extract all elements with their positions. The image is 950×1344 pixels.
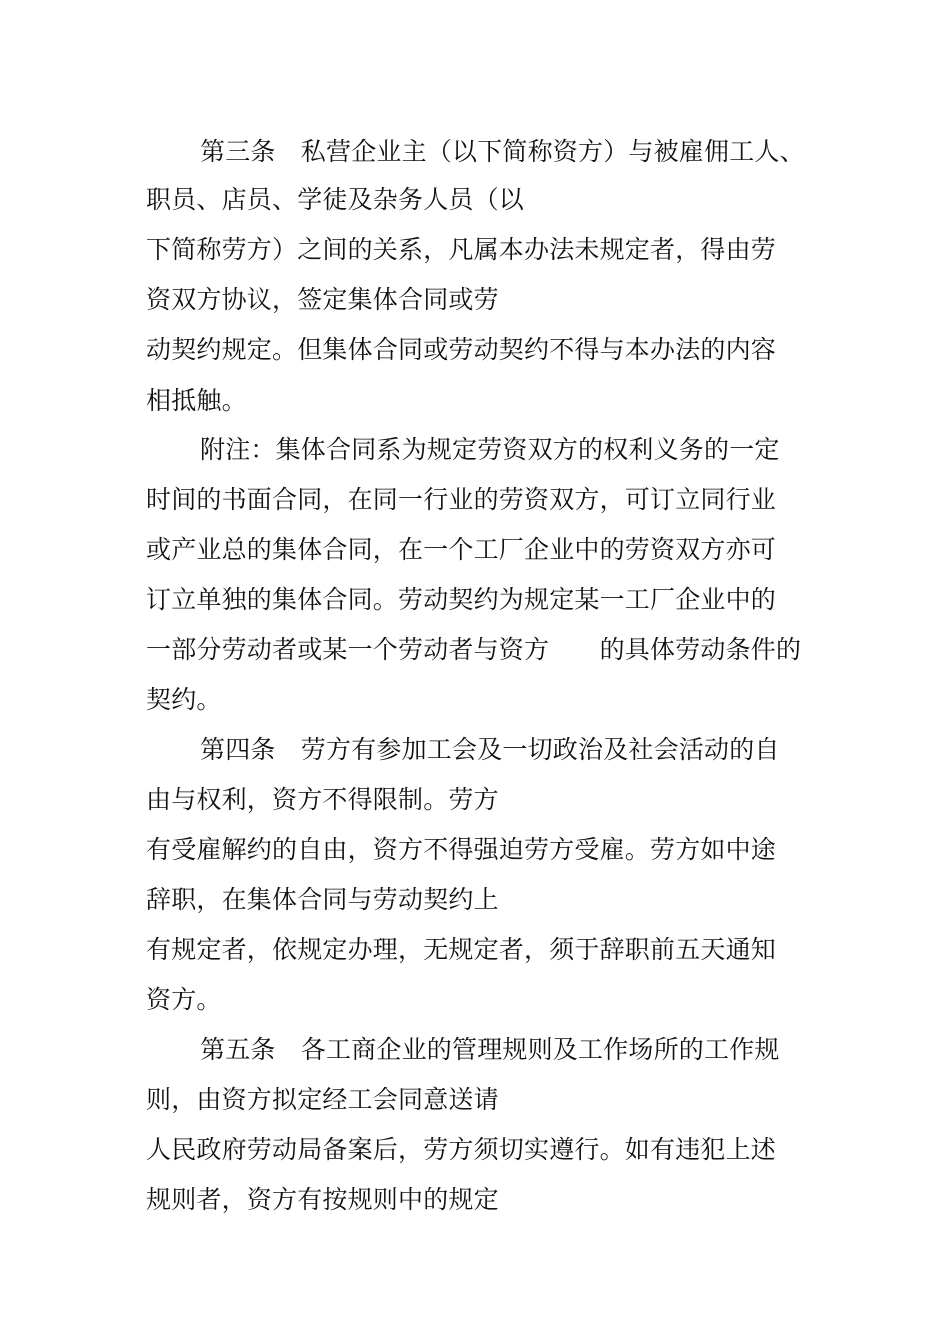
article-5-line-1: 第五条 各工商企业的管理规则及工作场所的工作规 [200,1035,780,1064]
article-4-line-2: 由与权利，资方不得限制。劳方 [146,785,499,814]
article-3-line-6: 相抵触。 [146,386,247,415]
article-5-line-4: 规则者，资方有按规则中的规定 [146,1185,499,1214]
article-4-line-4: 辞职，在集体合同与劳动契约上 [146,885,499,914]
note-line-6: 契约。 [146,685,222,714]
article-5-line-3: 人民政府劳动局备案后，劳方须切实遵行。如有违犯上述 [146,1135,777,1164]
note-line-5: 一部分劳动者或某一个劳动者与资方 的具体劳动条件的 [146,635,802,664]
article-4-line-5: 有规定者，依规定办理，无规定者，须于辞职前五天通知 [146,935,777,964]
article-3-line-4: 资双方协议，签定集体合同或劳 [146,285,499,314]
article-4-line-6: 资方。 [146,985,222,1014]
article-5-line-2: 则，由资方拟定经工会同意送请 [146,1085,499,1114]
note-line-3: 或产业总的集体合同，在一个工厂企业中的劳资双方亦可 [146,535,777,564]
article-4-line-3: 有受雇解约的自由，资方不得强迫劳方受雇。劳方如中途 [146,835,777,864]
article-4-line-1: 第四条 劳方有参加工会及一切政治及社会活动的自 [200,735,780,764]
note-line-1: 附注：集体合同系为规定劳资双方的权利义务的一定 [200,435,780,464]
article-3-line-3: 下简称劳方）之间的关系，凡属本办法未规定者，得由劳 [146,235,777,264]
article-3-line-5: 动契约规定。但集体合同或劳动契约不得与本办法的内容 [146,335,777,364]
article-3-line-2: 职员、店员、学徒及杂务人员（以 [146,185,525,214]
note-line-2: 时间的书面合同，在同一行业的劳资双方，可订立同行业 [146,485,777,514]
note-line-4: 订立单独的集体合同。劳动契约为规定某一工厂企业中的 [146,585,777,614]
article-3-line-1: 第三条 私营企业主（以下简称资方）与被雇佣工人、 [200,137,805,166]
